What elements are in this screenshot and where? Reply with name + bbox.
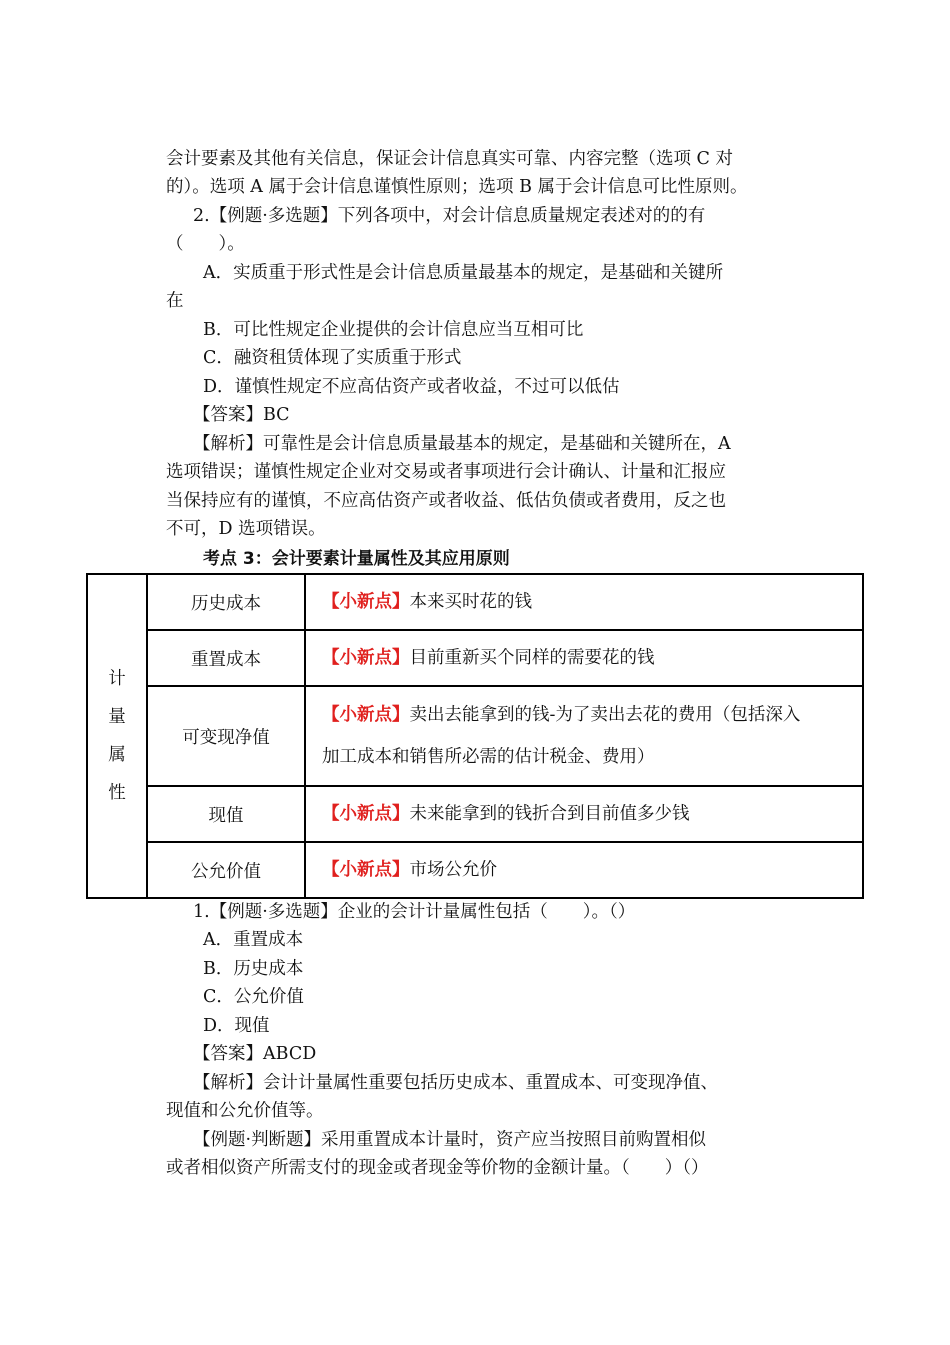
description-text-cont: 加工成本和销售所必需的估计税金、费用） (322, 747, 655, 767)
attribute-name: 可变现净值 (147, 686, 305, 786)
description-text: 未来能拿到的钱折合到目前值多少钱 (409, 804, 690, 824)
attribute-description (305, 786, 863, 842)
intro-line-1: 会计要素及其他有关信息，保证会计信息真实可靠、内容完整（选项 C 对 (166, 149, 734, 169)
question-2-option-a-cont: 在 (166, 291, 184, 311)
section-heading: 考点 3：会计要素计量属性及其应用原则 (203, 549, 510, 569)
question-2-stem: 2.【例题·多选题】下列各项中，对会计信息质量规定表述对的的有 (193, 206, 706, 226)
question-1-stem: 1.【例题·多选题】企业的会计计量属性包括（ ）。（） (193, 902, 636, 922)
attribute-name: 历史成本 (147, 574, 305, 630)
tag-label: 【小新点】 (322, 860, 410, 880)
tag-label: 【小新点】 (322, 648, 410, 668)
description-text: 卖出去能拿到的钱-为了卖出去花的费用（包括深入 (409, 705, 801, 725)
side-label-char: 性 (108, 783, 126, 803)
description-text: 市场公允价 (409, 860, 497, 880)
question-1-option-b: B．历史成本 (203, 959, 304, 979)
tag-label: 【小新点】 (322, 705, 410, 725)
question-2-analysis-2: 选项错误；谨慎性规定企业对交易或者事项进行会计确认、计量和汇报应 (166, 462, 726, 482)
question-2-option-c: C．融资租赁体现了实质重于形式 (203, 348, 462, 368)
question-1-option-d: D．现值 (203, 1016, 270, 1036)
attribute-description (305, 574, 863, 630)
question-2-analysis-4: 不可，D 选项错误。 (166, 519, 326, 539)
description-text: 目前重新买个同样的需要花的钱 (409, 648, 655, 668)
question-2-option-a: A．实质重于形式性是会计信息质量最基本的规定，是基础和关键所 (203, 263, 724, 283)
table-row (87, 842, 863, 898)
question-2-answer: 【答案】BC (193, 405, 290, 425)
judge-question-line-1: 【例题·判断题】采用重置成本计量时，资产应当按照目前购置相似 (193, 1130, 707, 1150)
side-label-char: 计 (108, 669, 126, 689)
description-text: 本来买时花的钱 (409, 592, 532, 612)
question-2-analysis-1: 【解析】可靠性是会计信息质量最基本的规定，是基础和关键所在，A (193, 434, 731, 454)
attribute-description (305, 686, 863, 786)
table-row (87, 686, 863, 786)
question-1-analysis-2: 现值和公允价值等。 (166, 1101, 324, 1121)
side-label-char: 属 (108, 745, 126, 765)
table-row (87, 786, 863, 842)
measurement-attributes-table (86, 573, 864, 899)
judge-question-line-2: 或者相似资产所需支付的现金或者现金等价物的金额计量。（ ）（） (166, 1158, 709, 1178)
attribute-name: 现值 (147, 786, 305, 842)
question-1-option-c: C．公允价值 (203, 987, 304, 1007)
question-2-option-b: B．可比性规定企业提供的会计信息应当互相可比 (203, 320, 584, 340)
question-2-analysis-3: 当保持应有的谨慎，不应高估资产或者收益、低估负债或者费用，反之也 (166, 491, 726, 511)
attribute-description (305, 630, 863, 686)
side-label-char: 量 (108, 707, 126, 727)
question-1-analysis-1: 【解析】会计计量属性重要包括历史成本、重置成本、可变现净值、 (193, 1073, 718, 1093)
question-2-option-d: D．谨慎性规定不应高估资产或者收益，不过可以低估 (203, 377, 620, 397)
question-1-option-a: A．重置成本 (203, 930, 304, 950)
attribute-name: 重置成本 (147, 630, 305, 686)
question-2-stem-blank: （ ）。 (166, 234, 245, 254)
attribute-name: 公允价值 (147, 842, 305, 898)
question-1-answer: 【答案】ABCD (193, 1044, 317, 1064)
attribute-description (305, 842, 863, 898)
tag-label: 【小新点】 (322, 592, 410, 612)
table-row (87, 630, 863, 686)
intro-line-2: 的）。选项 A 属于会计信息谨慎性原则；选项 B 属于会计信息可比性原则。 (166, 177, 748, 197)
tag-label: 【小新点】 (322, 804, 410, 824)
table-row (87, 574, 863, 630)
side-label (87, 574, 147, 898)
